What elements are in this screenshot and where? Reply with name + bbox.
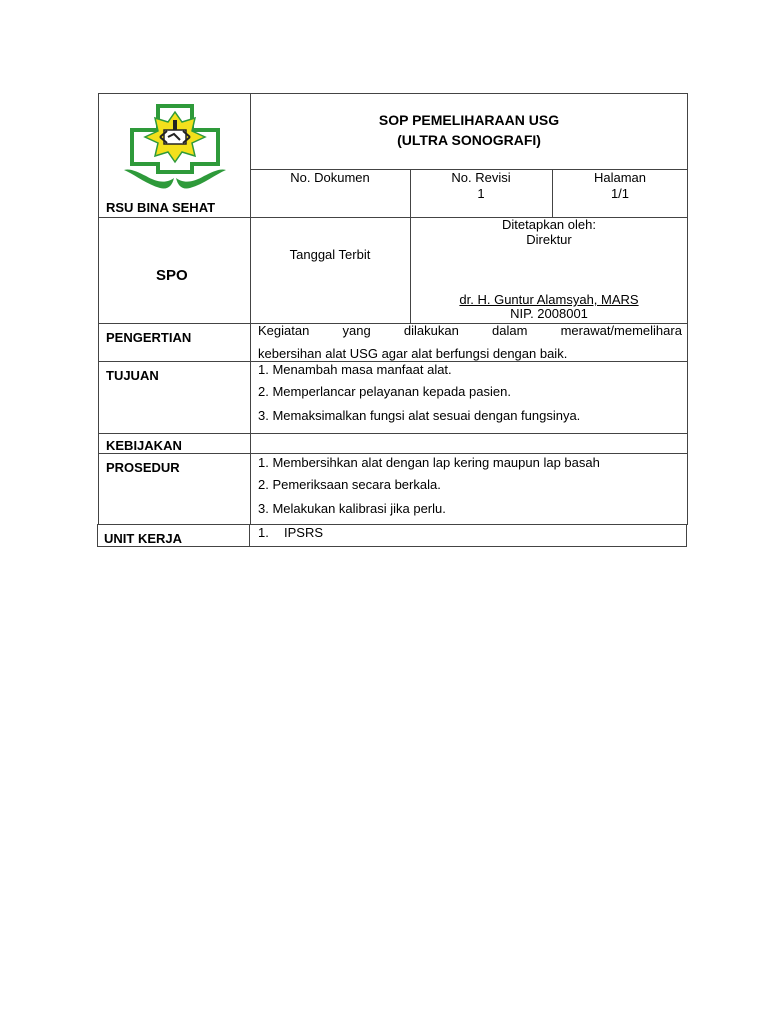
prosedur-item: 2. Pemeriksaan secara berkala. [258,477,441,492]
set-by-label: Ditetapkan oleh: [502,217,596,232]
set-by-role: Direktur [526,232,572,247]
unit-kerja-number: 1. [258,525,269,540]
issue-date-label: Tanggal Terbit [289,247,371,262]
tujuan-divider [98,433,688,434]
pengertian-word: dilakukan [403,323,459,338]
pengertian-line1 [258,323,682,339]
kebijakan-label: KEBIJAKAN [106,438,182,453]
column-divider [250,93,251,525]
spo-label: SPO [156,267,188,284]
document-title-line1: SOP PEMELIHARAAN USG [378,112,560,128]
prosedur-label: PROSEDUR [106,460,180,475]
tujuan-item: 1. Menambah masa manfaat alat. [258,362,452,377]
pengertian-line2: kebersihan alat USG agar alat berfungsi dengan baik. [258,346,568,361]
pengertian-word: yang [342,323,371,338]
document-number-label: No. Dokumen [290,170,370,185]
tujuan-item: 2. Memperlancar pelayanan kepada pasien. [258,384,511,399]
kebijakan-divider [98,453,688,454]
pengertian-word: merawat/memelihara [560,323,682,338]
hospital-name: RSU BINA SEHAT [106,200,216,215]
pengertian-label: PENGERTIAN [106,330,192,345]
unit-kerja-value: IPSRS [284,525,324,540]
pengertian-word: Kegiatan [258,323,310,338]
document-title-line2: (ULTRA SONOGRAFI) [397,132,541,148]
tujuan-item: 3. Memaksimalkan fungsi alat sesuai dengan fungsinya. [258,408,581,423]
revision-value: 1 [477,186,485,201]
unit-kerja-divider [249,524,250,547]
page-label: Halaman [593,170,647,185]
signer-name: dr. H. Guntur Alamsyah, MARS [459,292,639,307]
pengertian-word: dalam [491,323,528,338]
page-value: 1/1 [610,186,630,201]
signer-nip: NIP. 2008001 [510,306,588,321]
hospital-logo [120,100,230,200]
tujuan-label: TUJUAN [106,368,159,383]
revision-label: No. Revisi [451,170,511,185]
unit-kerja-row [97,524,687,547]
unit-kerja-label: UNIT KERJA [104,531,183,546]
prosedur-item: 3. Melakukan kalibrasi jika perlu. [258,501,446,516]
prosedur-item: 1. Membersihkan alat dengan lap kering maupun lap basah [258,455,600,470]
